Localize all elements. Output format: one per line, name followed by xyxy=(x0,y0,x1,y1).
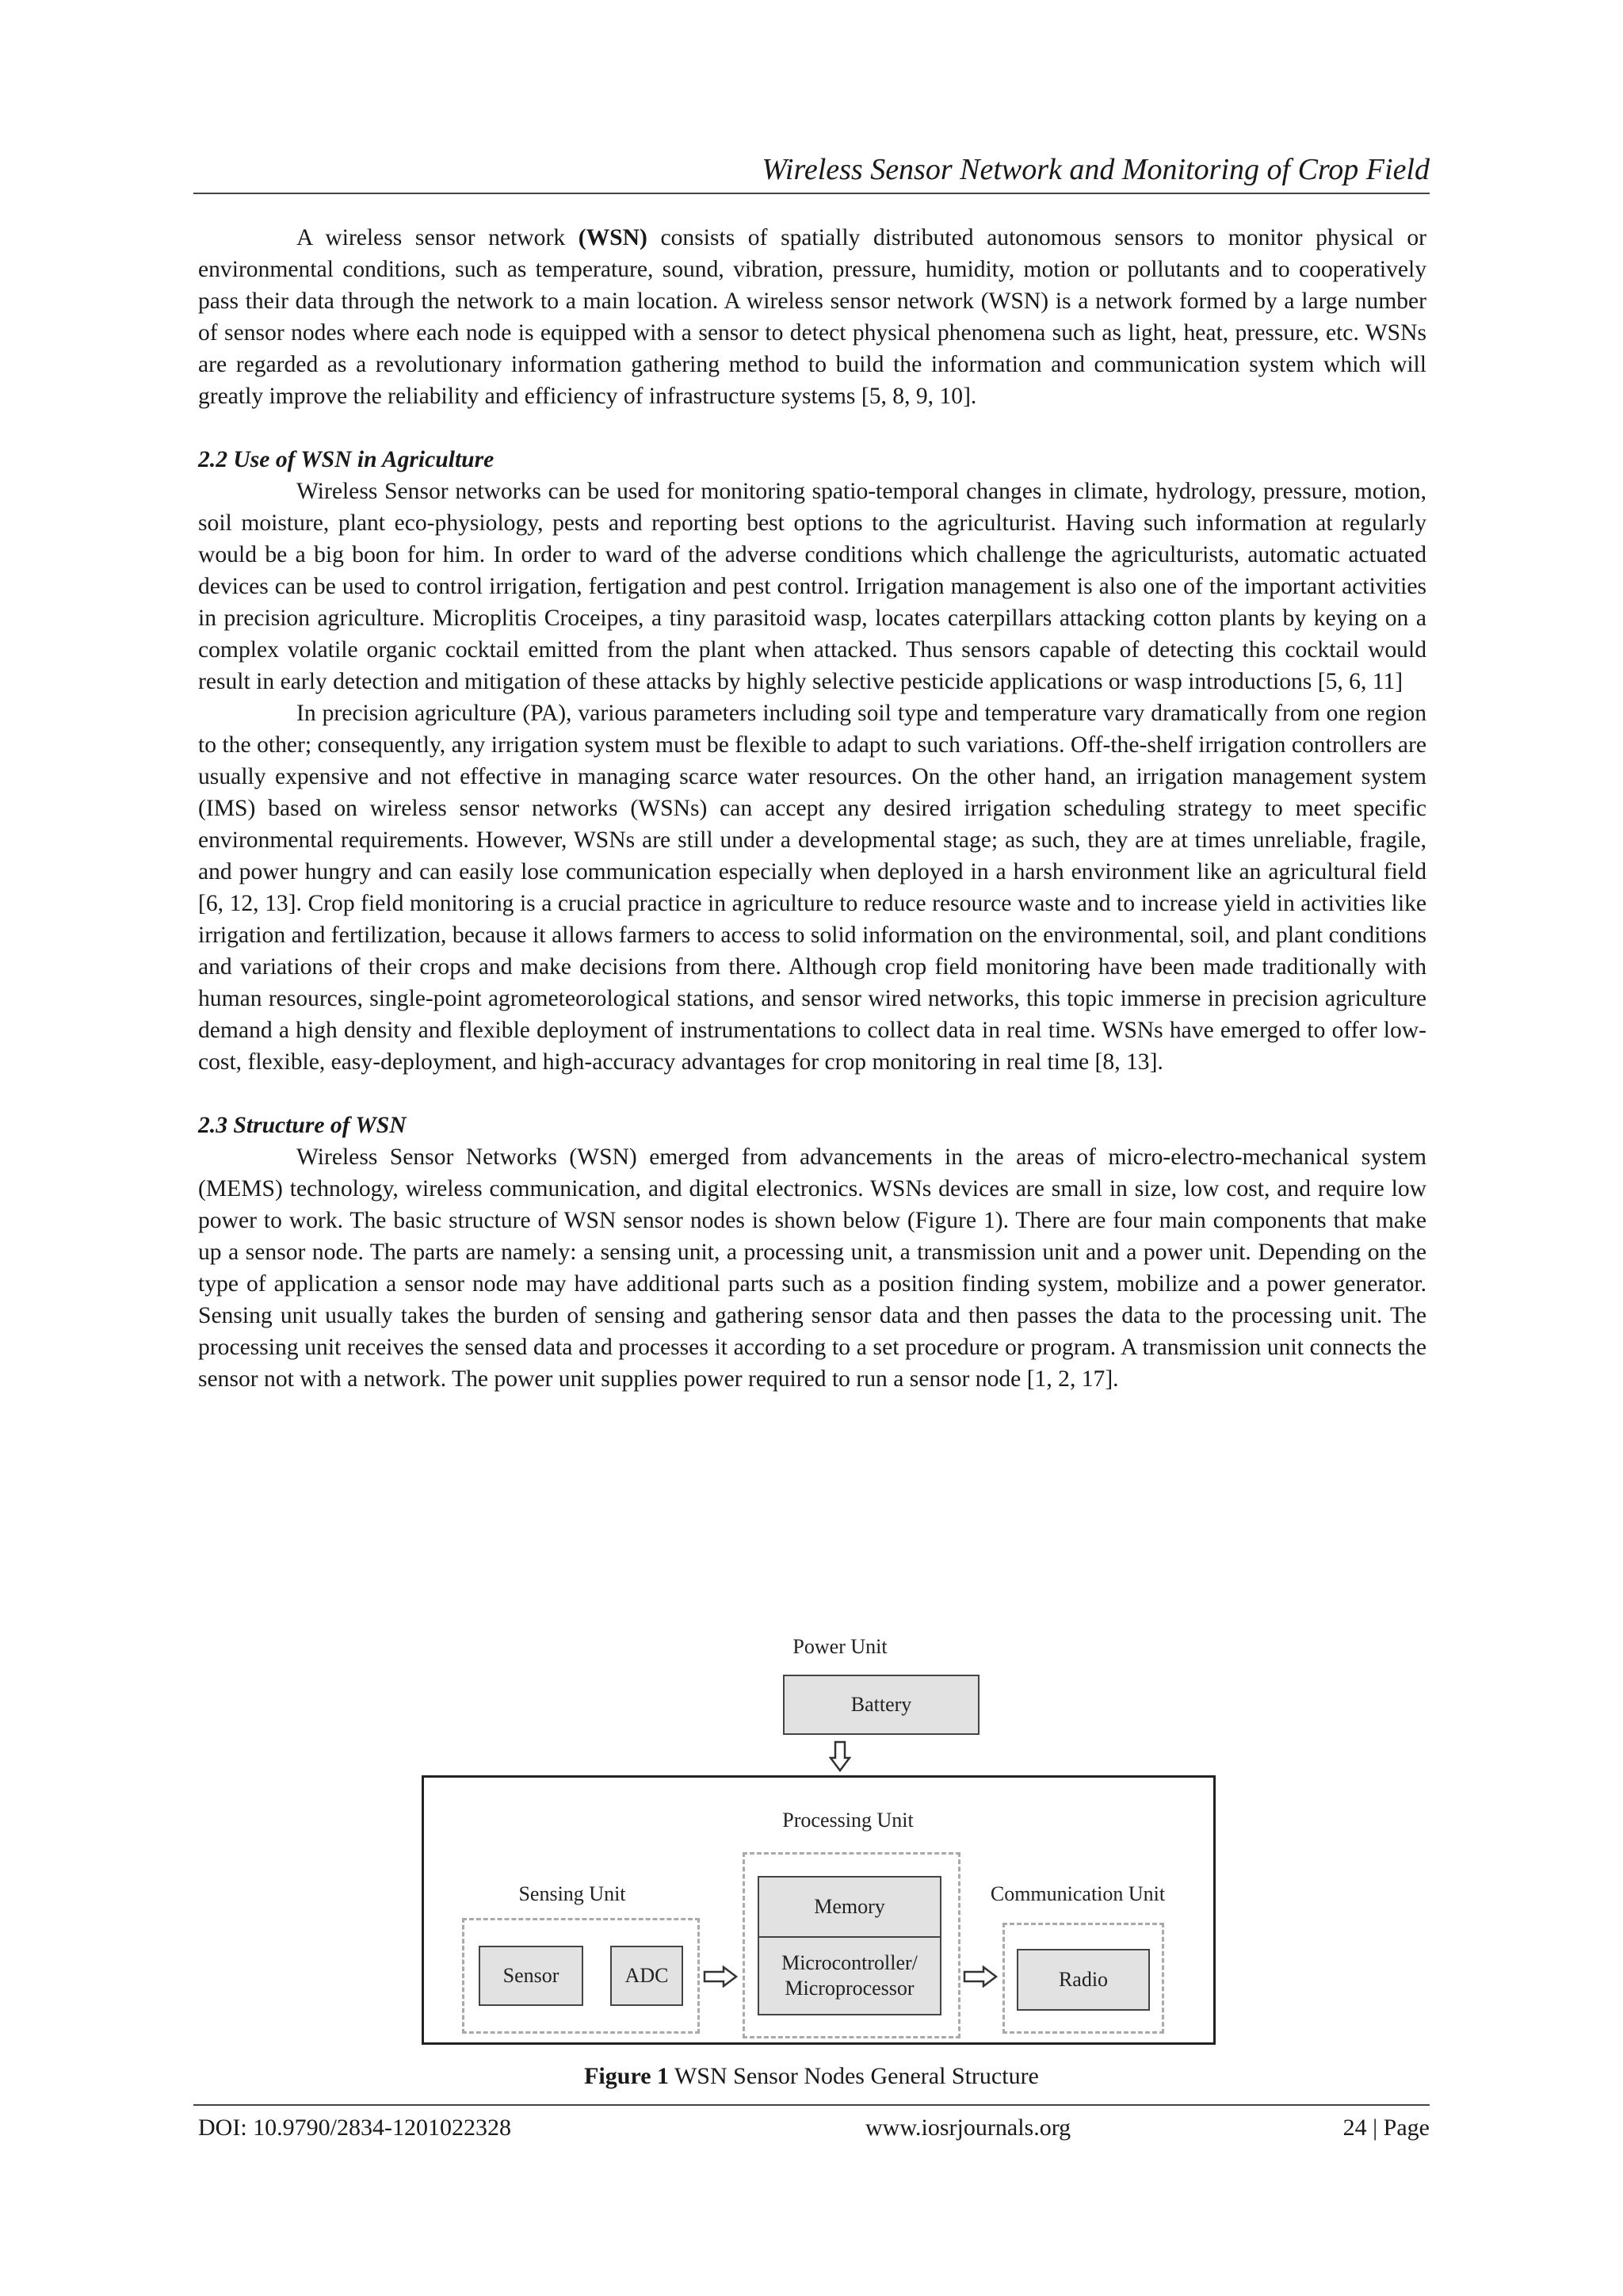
caption-text: WSN Sensor Nodes General Structure xyxy=(669,2063,1039,2089)
footer-website[interactable]: www.iosrjournals.org xyxy=(865,2115,1071,2141)
adc-box xyxy=(610,1946,683,2006)
microcontroller-label: Microcontroller/ xyxy=(781,1951,918,1974)
footer-page-number: 24 | Page xyxy=(1342,2115,1430,2141)
sensor-box xyxy=(479,1946,583,2006)
section-heading-2-2: 2.2 Use of WSN in Agriculture xyxy=(198,447,495,472)
right-arrow-icon xyxy=(963,1966,998,1988)
radio-label: Radio xyxy=(1058,1968,1109,1991)
sensor-label: Sensor xyxy=(502,1964,559,1987)
running-header: Wireless Sensor Network and Monitoring of Crop Field xyxy=(762,153,1430,186)
memory-box xyxy=(758,1876,941,1938)
memory-label: Memory xyxy=(814,1895,885,1918)
power-unit-label: Power Unit xyxy=(792,1635,888,1658)
processing-unit-label: Processing Unit xyxy=(782,1809,914,1832)
header-rule xyxy=(193,193,1430,194)
battery-label: Battery xyxy=(850,1693,912,1716)
adc-label: ADC xyxy=(624,1964,669,1987)
section-2-3-paragraph-1: Wireless Sensor Networks (WSN) emerged from advancements in the areas of micro-electro-mechanical system (MEMS) technology, wireless communication, and digital electronics. WSNs devices are small in size, low cost, and require low power to work. The basic structure of WSN sensor nodes is shown below (Figure 1). There are four main components that make up a sensor node. The parts are namely: a sensing unit, a processing unit, a transmission unit and a power unit. Depending on the type of application a sensor node may have additional parts such as a position finding system, mobilize and a power generator. Sensing unit usually takes the burden of sensing and gathering sensor data and then passes the data to the processing unit. The processing unit receives the sensed data and processes it according to a set procedure or program. A transmission unit connects the sensor not with a network. The power unit supplies power required to run a sensor node [1, 2, 17]. xyxy=(198,1144,1426,1392)
down-arrow-icon xyxy=(829,1740,851,1772)
section-heading-2-3: 2.3 Structure of WSN xyxy=(198,1113,407,1138)
microprocessor-label: Microprocessor xyxy=(785,1977,915,2000)
intro-wsn-bold: (WSN) xyxy=(578,225,647,250)
article-body xyxy=(198,222,1426,1395)
right-arrow-icon xyxy=(703,1966,738,1988)
intro-text-start: A wireless sensor network xyxy=(296,225,579,250)
radio-box xyxy=(1017,1949,1150,2011)
microcontroller-box xyxy=(758,1936,941,2015)
sensing-unit-label: Sensing Unit xyxy=(518,1882,626,1905)
communication-unit-label: Communication Unit xyxy=(990,1882,1166,1905)
footer-doi: DOI: 10.9790/2834-1201022328 xyxy=(198,2115,511,2141)
intro-text-rest: consists of spatially distributed autonomous sensors to monitor physical or environmental conditions, such as temperature, sound, vibration, pressure, humidity, motion or pollutants and to cooperatively pass their data through the network to a main location. A wireless sensor network (WSN) is a network formed by a large number of sensor nodes where each node is equipped with a sensor to detect physical phenomena such as light, heat, pressure, etc. WSNs are regarded as a revolutionary information gathering method to build the information and communication system which will greatly improve the reliability and efficiency of infrastructure systems [5, 8, 9, 10]. xyxy=(198,225,1426,409)
section-2-2-paragraph-2: In precision agriculture (PA), various parameters including soil type and temperature vary dramatically from one region to the other; consequently, any irrigation system must be flexible to adapt to such variations. Off-the-shelf irrigation controllers are usually expensive and not effective in managing scarce water resources. On the other hand, an irrigation management system (IMS) based on wireless sensor networks (WSNs) can accept any desired irrigation scheduling strategy to meet specific environmental requirements. However, WSNs are still under a developmental stage; as such, they are at times unreliable, fragile, and power hungry and can easily lose communication especially when deployed in a harsh environment like an agricultural field [6, 12, 13]. Crop field monitoring is a crucial practice in agriculture to reduce resource waste and to increase yield in activities like irrigation and fertilization, because it allows farmers to access to solid information on the environmental, soil, and plant conditions and variations of their crops and make decisions from there. Although crop field monitoring have been made traditionally with human resources, single-point agrometeorological stations, and sensor wired networks, this topic immerse in precision agriculture demand a high density and flexible deployment of instrumentations to collect data in real time. WSNs have emerged to offer low-cost, flexible, easy-deployment, and high-accuracy advantages for crop monitoring in real time [8, 13]. xyxy=(198,701,1426,1075)
caption-label: Figure 1 xyxy=(584,2063,670,2089)
figure-caption xyxy=(0,2063,1623,2090)
intro-paragraph xyxy=(198,222,1426,412)
battery-box xyxy=(783,1675,980,1735)
section-2-2-paragraph-1: Wireless Sensor networks can be used for monitoring spatio-temporal changes in climate, hydrology, pressure, motion, soil moisture, plant eco-physiology, pests and reporting best options to the agriculturist. Having such information at regularly would be a big boon for him. In order to ward of the adverse conditions which challenge the agriculturists, automatic actuated devices can be used to control irrigation, fertigation and pest control. Irrigation management is also one of the important activities in precision agriculture. Microplitis Croceipes, a tiny parasitoid wasp, locates caterpillars attacking cotton plants by keying on a complex volatile organic cocktail emitted from the plant when attacked. Thus sensors capable of detecting this cocktail would result in early detection and mitigation of these attacks by highly selective pesticide applications or wasp introductions [5, 6, 11] xyxy=(198,479,1426,694)
footer-rule xyxy=(193,2104,1430,2106)
